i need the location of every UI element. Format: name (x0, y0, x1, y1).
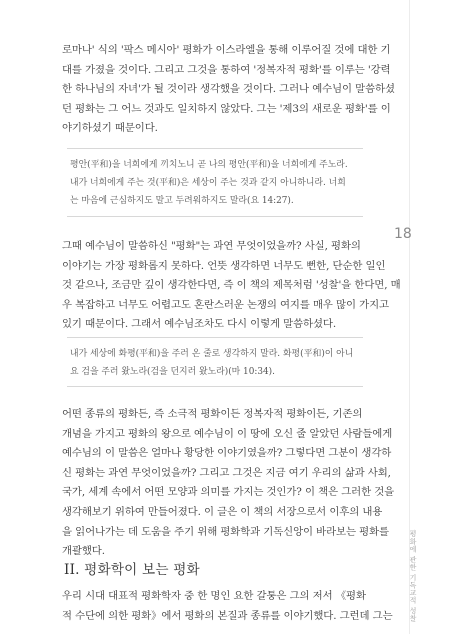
text-line: 개괄했다. (62, 545, 105, 558)
text-line: 어떤 종류의 평화든, 즉 소극적 평화이든 정복자적 평화이든, 기존의 (62, 408, 363, 420)
text-line: 우리 시대 대표적 평화학자 중 한 명인 요한 갈퉁은 그의 저서 《평화 (62, 590, 366, 602)
section-heading: II. 평화학이 보는 평화 (64, 562, 200, 578)
quote-line: 평안(平和)을 너희에게 끼치노니 곧 나의 평안(平和)을 너희에게 주노라. (70, 160, 348, 170)
quote-line: 내가 세상에 화평(平和)을 주러 온 줄로 생각하지 말라. 화평(平和)이 아니 (70, 349, 354, 359)
text-line: 야기하셨기 때문이다. (62, 122, 158, 135)
running-title: 평화에 관한 기독교적 성찰 (409, 530, 417, 623)
text-line: 적 수단에 의한 평화》에서 평화의 본질과 종류를 이야기했다. 그런데 그는 (62, 609, 393, 622)
quote-line: 내가 너희에게 주는 것(平和)은 세상이 주는 것과 같지 아니하니라. 너희 (70, 178, 346, 188)
quote-line: 는 마음에 근심하지도 말고 두려워하지도 말라(요 14:27). (70, 196, 294, 206)
paragraph-pax-messiah (62, 41, 395, 139)
text-line: 신 평화는 과연 무엇이었을까? 그리고 그것은 지금 여기 우리의 삶과 사회, (62, 466, 391, 479)
text-line: 개념을 가지고 평화의 왕으로 예수님이 이 땅에 오신 줄 알았던 사람들에게 (62, 427, 393, 440)
quote-divider-bottom (67, 216, 363, 217)
text-line: 로마나' 식의 '팍스 메시아' 평화가 이스라엘을 통해 이루어질 것에 대한 기 (62, 44, 391, 56)
quote-line: 요 검을 주러 왔노라(검을 던지러 왔노라)(마 10:34). (70, 367, 275, 377)
text-line: 그때 예수님이 말씀하신 "평화"는 과연 무엇이었을까? 사실, 평화의 (62, 240, 361, 252)
text-line: 것 같으나, 조금만 깊이 생각한다면, 즉 이 책의 제목처럼 '성찰'을 한다면, 매 (62, 279, 401, 292)
text-line: 한 하나님의 자녀'가 될 것이라 생각했을 것이다. 그러나 예수님이 말씀하셨 (62, 83, 395, 96)
paragraph-book-purpose (62, 405, 395, 562)
quote-divider-top (67, 148, 363, 149)
quote-divider-bottom (67, 386, 363, 387)
scripture-quote-matthew (70, 345, 360, 381)
quote-divider-top (67, 337, 363, 338)
text-line: 있기 때문이다. 그래서 예수님조차도 다시 이렇게 말씀하셨다. (62, 318, 337, 331)
text-line: 우 복잡하고 너무도 어렵고도 혼란스러운 논쟁의 여지를 매우 많이 가지고 (62, 298, 389, 311)
text-line: 이야기는 가장 평화롭지 못하다. 언뜻 생각하면 너무도 뻔한, 단순한 일인 (62, 259, 386, 272)
text-line: 국가, 세계 속에서 어떤 모양과 의미를 가지는 것인가? 이 책은 그러한 것을 (62, 486, 395, 499)
text-line: 던 평화는 그 어느 것과도 일치하지 않았다. 그는 '제3의 새로운 평화'를 이 (62, 102, 391, 115)
page-number: 18 (394, 226, 412, 242)
scripture-quote-john (70, 156, 360, 210)
paragraph-what-peace (62, 237, 401, 335)
text-line: 을 읽어나가는 데 도움을 주기 위해 평화학과 기독신앙이 바라보는 평화를 (62, 525, 389, 538)
text-line: 대를 가졌을 것이다. 그리고 그것을 통하여 '정복자적 평화'를 이루는 '강력 (62, 63, 391, 76)
paragraph-galtung (62, 587, 393, 626)
text-line: 예수님의 이 말씀은 얼마나 황당한 이야기였을까? 그렇다면 그분이 생각하 (62, 447, 392, 460)
text-line: 생각해보기 위하여 만들어졌다. 이 글은 이 책의 서장으로서 이후의 내용 (62, 505, 383, 518)
